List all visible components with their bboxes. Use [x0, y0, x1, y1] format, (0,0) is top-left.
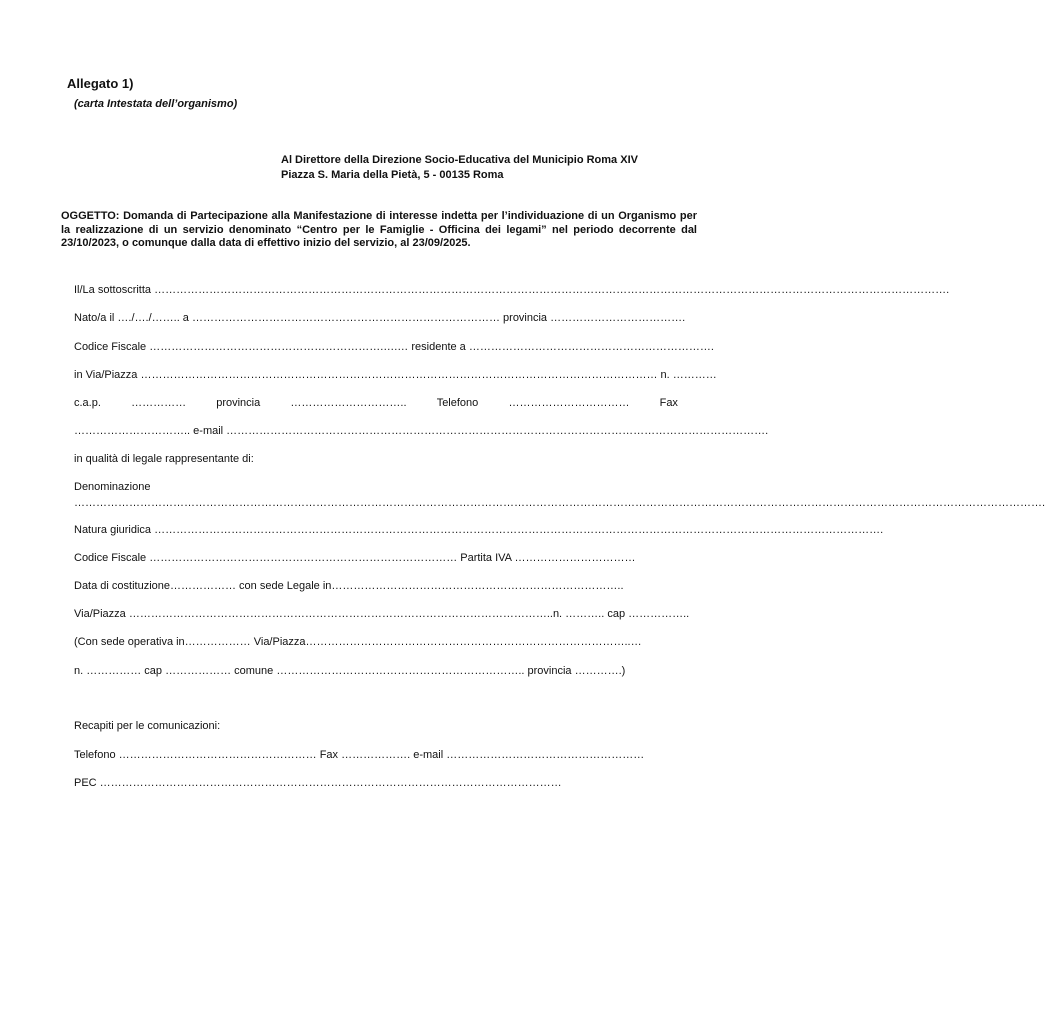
telefono-label: Telefono	[436, 397, 479, 409]
field-via-piazza: in Via/Piazza …………………………………………………………………………………………………………………………… n. …………	[74, 369, 717, 381]
field-fax-email: ………………………….. e-mail ………………………………………………………………………………………………………………………………….	[74, 425, 769, 437]
field-sede-operativa: (Con sede operativa in……………… Via/Piazza……………………………………………………………………………..…	[74, 636, 642, 648]
field-cap-row	[74, 397, 678, 409]
field-comune-row: n. …………… cap ……………… comune ………………………………………………………….. provincia ………….)	[74, 665, 626, 677]
subject-paragraph: OGGETTO: Domanda di Partecipazione alla Manifestazione di interesse indetta per l’individuazione di un Organismo per la realizzazione di un servizio denominato “Centro per le Famiglie - Officina dei legami” nel periodo decorrente dal 23/10/2023, o comunque dalla data di effettivo inizio del servizio, al 23/09/2025.	[61, 210, 697, 249]
field-codice-piva: Codice Fiscale ………………………………………………………………………… Partita IVA ……………………………	[74, 552, 636, 564]
field-denominazione-label: Denominazione	[74, 481, 151, 493]
cap-label: c.a.p.	[74, 397, 101, 409]
field-qualita: in qualità di legale rappresentante di:	[74, 453, 254, 465]
field-natura-giuridica: Natura giuridica ……………………………………………………………………………………………………………………………………………………………………………….	[74, 524, 884, 536]
telefono-dots: ……………………………	[508, 397, 630, 409]
recipient-line-1: Al Direttore della Direzione Socio-Educativa del Municipio Roma XIV	[281, 154, 638, 166]
provincia-dots: …………………………..	[290, 397, 407, 409]
recipient-block	[281, 153, 638, 183]
recipient-line-2: Piazza S. Maria della Pietà, 5 - 00135 Roma	[281, 169, 504, 181]
cap-dots: ……………	[131, 397, 187, 409]
field-denominazione-dots: ………………………………………………………………………………………………………………………………………………………………………………………………………………………………………….	[74, 497, 1045, 509]
fax-label: Fax	[659, 397, 678, 409]
field-costituzione: Data di costituzione……………… con sede Legale in……………………………………………………………………..	[74, 580, 624, 592]
allegato-title: Allegato 1)	[67, 76, 134, 91]
recapiti-heading: Recapiti per le comunicazioni:	[74, 720, 221, 732]
provincia-label: provincia	[216, 397, 261, 409]
letterhead-note: (carta Intestata dell’organismo)	[74, 98, 238, 110]
field-via-sede: Via/Piazza ……………………………………………………………………………………………………..n. ……….. cap ……………..	[74, 608, 690, 620]
field-sottoscritta: Il/La sottoscritta ……………………………………………………………………………………………………………………………………………………………………………………………….	[74, 284, 950, 296]
field-recapiti-telefono: Telefono ……………………………………………… Fax ………………. e-mail ………………………………………………	[74, 749, 645, 761]
field-codice-fiscale: Codice Fiscale ……………………………………………………….….… residente a ………………………………………………………….	[74, 341, 714, 353]
field-pec: PEC ………………………………………………………………………………………………………………	[74, 777, 562, 789]
field-nato: Nato/a il …./…./…….. a ………………………………………………………………………… provincia ……………………………….	[74, 312, 686, 324]
